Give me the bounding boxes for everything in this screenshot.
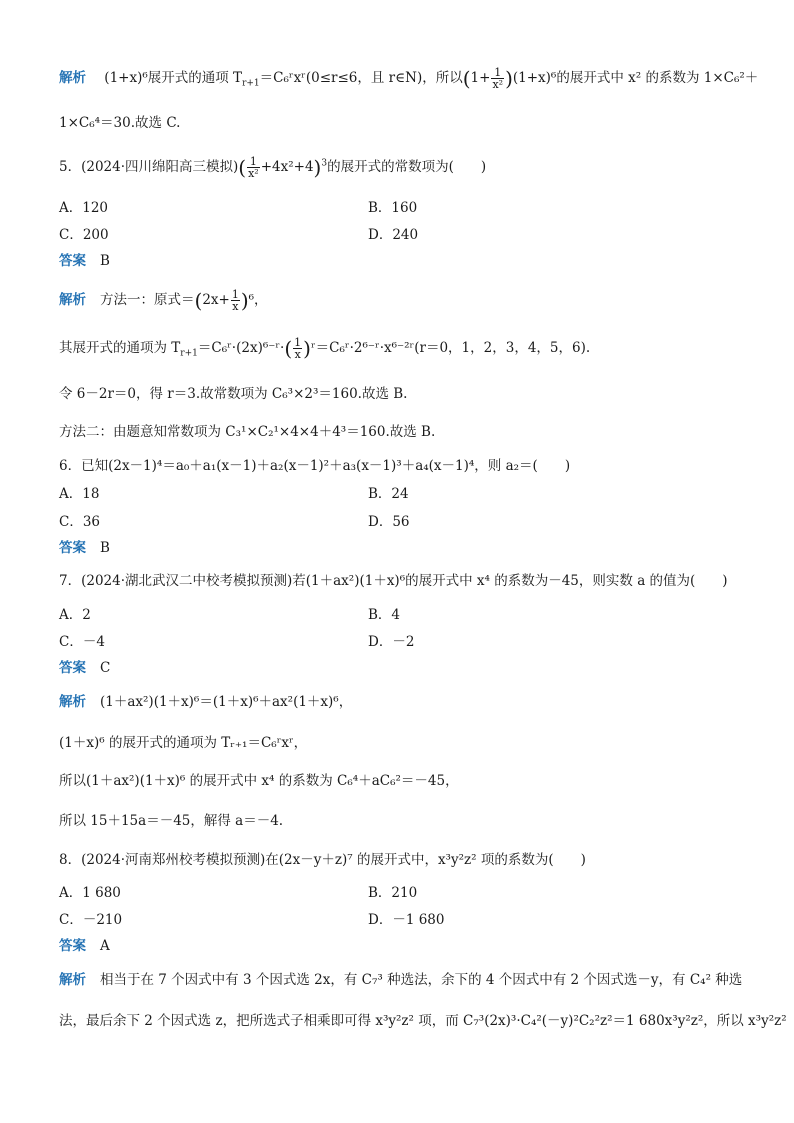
- q7-analysis-line-4: 所以 15＋15a＝－45，解得 a＝－4.: [59, 813, 284, 829]
- q7-option-c[interactable]: C．－4: [59, 634, 105, 650]
- q7-option-b[interactable]: B．4: [368, 607, 401, 623]
- q7-option-d[interactable]: D．－2: [368, 634, 415, 650]
- q6-option-d[interactable]: D．56: [368, 514, 410, 530]
- q8-answer: 答案 A: [59, 938, 110, 954]
- fraction: $\frac{1}{x}$: [231, 288, 239, 313]
- q7-stem: 7．(2024·湖北武汉二中校考模拟预测)若(1＋ax²)(1＋x)⁶的展开式中 x⁴ 的系数为－45，则实数 a 的值为( ): [59, 573, 728, 589]
- q5-analysis-line-2: 其展开式的通项为 $T_{r+1}=C_6ʳ\cdot(2x)^{6-}ʳ\cdot$( $\frac{1}{x}$ )ʳ＝C₆ʳ·2⁶⁻ʳ·x⁶⁻²ʳ(r＝0，1，2，3，4，5，6).: [59, 336, 591, 361]
- q5-option-c[interactable]: C．200: [59, 227, 109, 243]
- q6-answer: 答案 B: [59, 540, 110, 556]
- q5-analysis-line-3: 令 6－2r＝0，得 r＝3.故常数项为 C₆³×2³＝160.故选 B.: [59, 386, 408, 402]
- q5-analysis-line-4: 方法二：由题意知常数项为 C₃¹×C₂¹×4×4＋4³＝160.故选 B.: [59, 424, 436, 440]
- q4-analysis-line-1: 解析 (1+x)⁶展开式的通项 $T_{r+1}=C_6ʳxʳ(0\le r\le 6$，且 r∈N)，所以(1+ $\frac{1}{\text{x²}}$ )(1+x)⁶的展开式中 x² 的系数为 1×C₆²＋: [59, 66, 759, 91]
- analysis-tag: 解析: [59, 694, 86, 710]
- analysis-tag: 解析: [59, 70, 86, 86]
- q7-analysis-line-2: (1＋x)⁶ 的展开式的通项为 Tᵣ₊₁＝C₆ʳxʳ，: [59, 735, 308, 751]
- q8-stem: 8．(2024·河南郑州校考模拟预测)在(2x－y＋z)⁷ 的展开式中，x³y²z² 项的系数为( ): [59, 852, 586, 868]
- q5-stem: 5．(2024·四川绵阳高三模拟)( $\frac{1}{\text{x²}}$ +4x²+4)$^3$的展开式的常数项为( ): [59, 155, 487, 180]
- q8-option-d[interactable]: D．－1 680: [368, 912, 445, 928]
- q6-stem: 6．已知(2x－1)⁴＝a₀＋a₁(x－1)＋a₂(x－1)²＋a₃(x－1)³＋a₄(x－1)⁴，则 a₂＝( ): [59, 458, 571, 474]
- q5-option-b[interactable]: B．160: [368, 200, 418, 216]
- q5-option-a[interactable]: A．120: [59, 200, 109, 216]
- q8-analysis-line-1: 解析 相当于在 7 个因式中有 3 个因式选 2x，有 C₇³ 种选法，余下的 4 个因式中有 2 个因式选－y，有 C₄² 种选: [59, 972, 743, 988]
- q8-option-b[interactable]: B．210: [368, 885, 418, 901]
- analysis-tag: 解析: [59, 972, 86, 988]
- q6-option-b[interactable]: B．24: [368, 486, 409, 502]
- fraction: $\frac{1}{\text{x²}}$: [492, 66, 504, 91]
- q4-analysis-line-2: 1×C₆⁴＝30.故选 C.: [59, 115, 181, 131]
- answer-tag: 答案: [59, 540, 86, 556]
- q5-analysis-line-1: 解析 方法一：原式＝(2x+ $\frac{1}{x}$ )⁶，: [59, 288, 268, 313]
- fraction: $\frac{1}{x}$: [294, 336, 302, 361]
- answer-tag: 答案: [59, 253, 86, 269]
- q7-analysis-line-3: 所以(1＋ax²)(1＋x)⁶ 的展开式中 x⁴ 的系数为 C₆⁴＋aC₆²＝－45，: [59, 773, 459, 789]
- q6-option-a[interactable]: A．18: [59, 486, 100, 502]
- q7-answer: 答案 C: [59, 660, 111, 676]
- q5-option-d[interactable]: D．240: [368, 227, 419, 243]
- analysis-tag: 解析: [59, 292, 86, 308]
- answer-tag: 答案: [59, 660, 86, 676]
- answer-tag: 答案: [59, 938, 86, 954]
- q7-option-a[interactable]: A．2: [59, 607, 91, 623]
- q6-option-c[interactable]: C．36: [59, 514, 101, 530]
- fraction: $\frac{1}{\text{x²}}$: [248, 155, 259, 180]
- q5-answer: 答案 B: [59, 253, 110, 269]
- q7-analysis-line-1: 解析 (1＋ax²)(1＋x)⁶＝(1＋x)⁶＋ax²(1＋x)⁶，: [59, 694, 353, 710]
- q8-option-a[interactable]: A．1 680: [59, 885, 121, 901]
- q8-analysis-line-2: 法，最后余下 2 个因式选 z，把所选式子相乘即可得 x³y²z² 项，而 C₇³(2x)³·C₄²(－y)²C₂²z²＝1 680x³y²z²，所以 x³y²z²: [59, 1013, 787, 1029]
- q8-option-c[interactable]: C．－210: [59, 912, 123, 928]
